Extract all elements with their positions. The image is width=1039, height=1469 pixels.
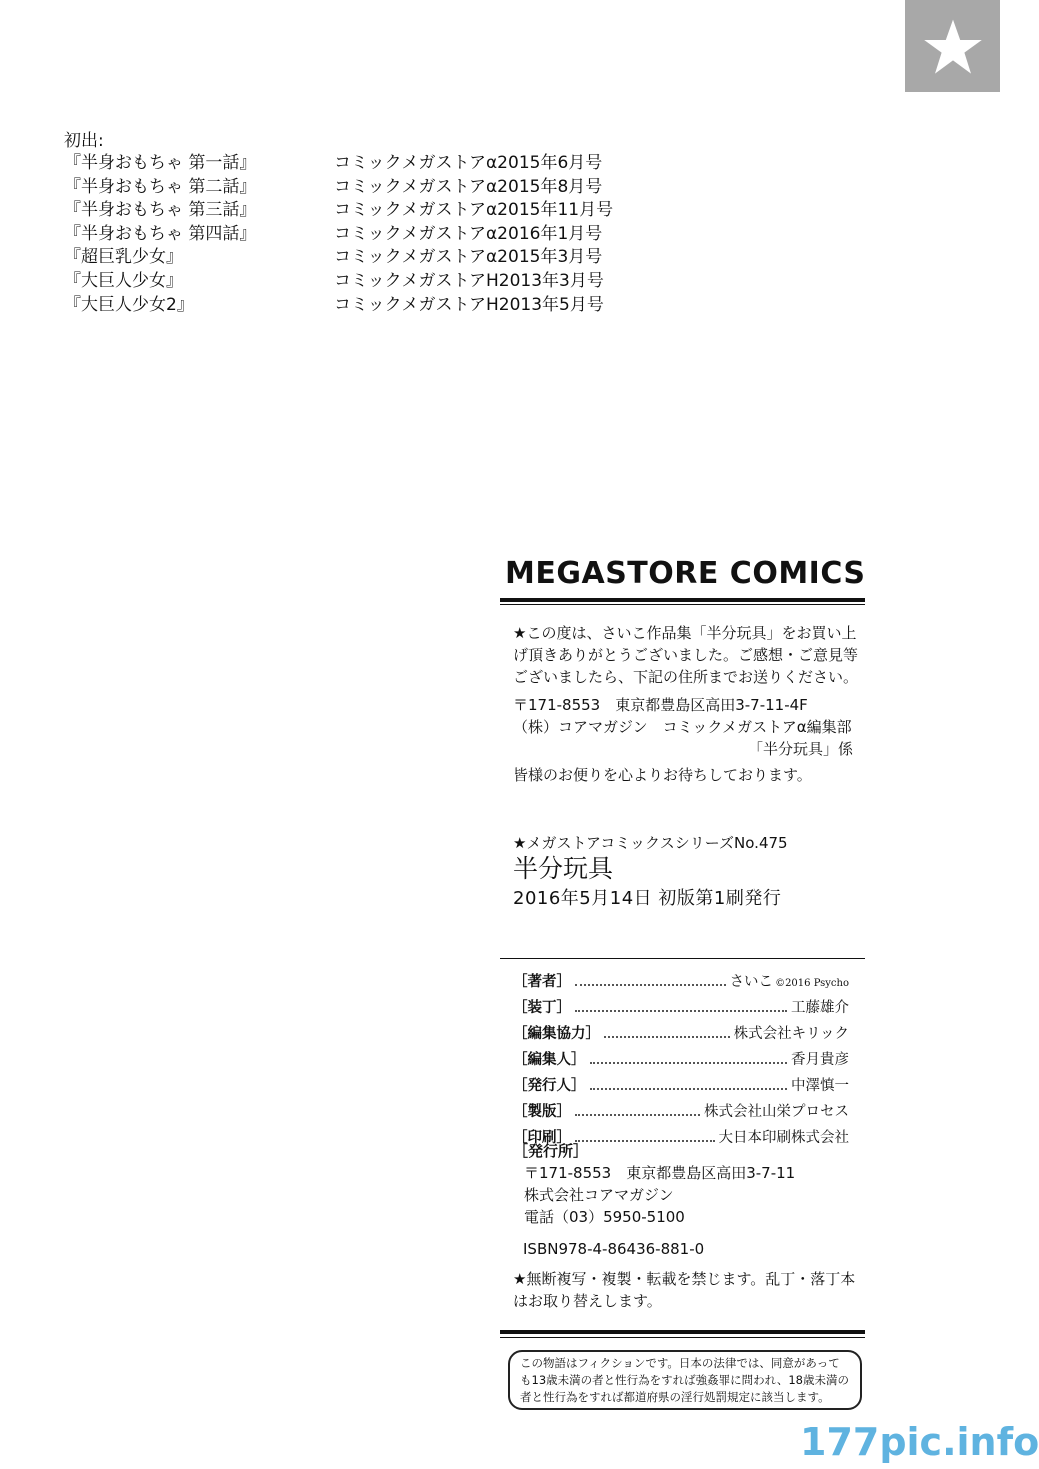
staff-row [513, 996, 849, 1022]
staff-row [513, 1022, 849, 1048]
credit-source: コミックメガストアα2015年6月号 [334, 153, 603, 173]
staff-name: 中澤慎一 [791, 1078, 849, 1094]
credit-source: コミックメガストアα2015年8月号 [334, 176, 603, 197]
divider [500, 1330, 865, 1334]
address-line: （株）コアマガジン コミックメガストアα編集部 [513, 718, 852, 736]
credit-title: 『大巨人少女2』 [64, 294, 194, 315]
leader-dots [575, 984, 726, 986]
divider [500, 1337, 865, 1338]
staff-row [513, 1100, 849, 1126]
publisher-info [513, 1140, 795, 1228]
brand-logo: MEGASTORE COMICS [505, 556, 866, 591]
address-line: 「半分玩具」係 [747, 740, 853, 758]
staff-name: 工藤雄介 [791, 1000, 849, 1016]
credit-title: 『大巨人少女』 [64, 270, 183, 291]
staff-role: ［著者］ [513, 974, 571, 990]
staff-role: ［印刷］ [513, 1130, 571, 1146]
leader-dots [590, 1062, 788, 1064]
leader-dots [575, 1114, 700, 1116]
staff-role: ［発行人］ [513, 1078, 586, 1094]
leader-dots [590, 1088, 788, 1090]
staff-role: ［製版］ [513, 1104, 571, 1120]
staff-row [513, 970, 849, 996]
staff-name: 株式会社キリック [733, 1026, 849, 1042]
publisher-address: 〒171-8553 東京都豊島区高田3-7-11 [524, 1164, 796, 1182]
copy-notice: ★無断複写・複製・転載を禁じます。乱丁・落丁本はお取り替えします。 [513, 1270, 856, 1310]
publish-date: 2016年5月14日 初版第1刷発行 [513, 888, 782, 909]
thanks-text: ★この度は、さいこ作品集「半分玩具」をお買い上げ頂きありがとうございました。ご感想・ご意見等ございましたら、下記の住所までお送りください。 [513, 624, 859, 686]
publisher-company: 株式会社コアマガジン [524, 1186, 674, 1204]
credit-source: コミックメガストアα2015年11月号 [334, 200, 614, 221]
staff-credits [513, 970, 849, 1152]
credit-title: 『半身おもちゃ 第三話』 [64, 200, 257, 221]
star-icon [923, 17, 983, 75]
watermark: 177pic.info [800, 1420, 1039, 1464]
series-number: ★メガストアコミックスシリーズNo.475 [513, 834, 788, 852]
book-title: 半分玩具 [513, 854, 614, 883]
leader-dots [575, 1010, 787, 1012]
credit-title: 『半身おもちゃ 第四話』 [64, 223, 257, 244]
staff-name: 株式会社山栄プロセス [704, 1104, 849, 1120]
staff-role: ［装丁］ [513, 1000, 571, 1016]
staff-name: さいこ [729, 974, 774, 990]
publisher-role: ［発行所］ [513, 1142, 589, 1160]
staff-row [513, 1074, 849, 1100]
book-info [513, 832, 863, 912]
staff-name: 大日本印刷株式会社 [718, 1130, 849, 1146]
staff-row [513, 1048, 849, 1074]
fiction-notice: この物語はフィクションです。日本の法律では、同意があっても13歳未満の者と性行為をすれば強姦罪に問われ、18歳未満の者と性行為をすれば都道府県の淫行処罰規定に該当します。 [508, 1350, 862, 1410]
staff-name: 香月貴彦 [791, 1052, 849, 1068]
credit-source: コミックメガストアH2013年5月号 [334, 294, 604, 315]
star-tab [905, 0, 1000, 92]
address-line: 〒171-8553 東京都豊島区高田3-7-11-4F [513, 696, 808, 714]
isbn: ISBN978-4-86436-881-0 [523, 1240, 705, 1258]
credit-title: 『半身おもちゃ 第一話』 [64, 153, 257, 173]
closing-text: 皆様のお便りを心よりお待ちしております。 [513, 766, 812, 784]
staff-role: ［編集人］ [513, 1052, 586, 1068]
divider [500, 958, 865, 959]
publisher-phone: 電話（03）5950-5100 [524, 1208, 685, 1226]
copyright: ©2016 Psycho [775, 978, 849, 989]
divider [500, 604, 865, 605]
credits-heading: 初出: [64, 131, 104, 151]
credit-title: 『半身おもちゃ 第二話』 [64, 176, 257, 197]
credit-source: コミックメガストアα2015年3月号 [334, 247, 603, 268]
credit-source: コミックメガストアα2016年1月号 [334, 223, 603, 244]
reader-message [513, 622, 863, 786]
leader-dots [604, 1036, 730, 1038]
staff-role: ［編集協力］ [513, 1026, 600, 1042]
divider [500, 598, 865, 602]
credit-title: 『超巨乳少女』 [64, 247, 183, 268]
credit-source: コミックメガストアH2013年3月号 [334, 270, 604, 291]
